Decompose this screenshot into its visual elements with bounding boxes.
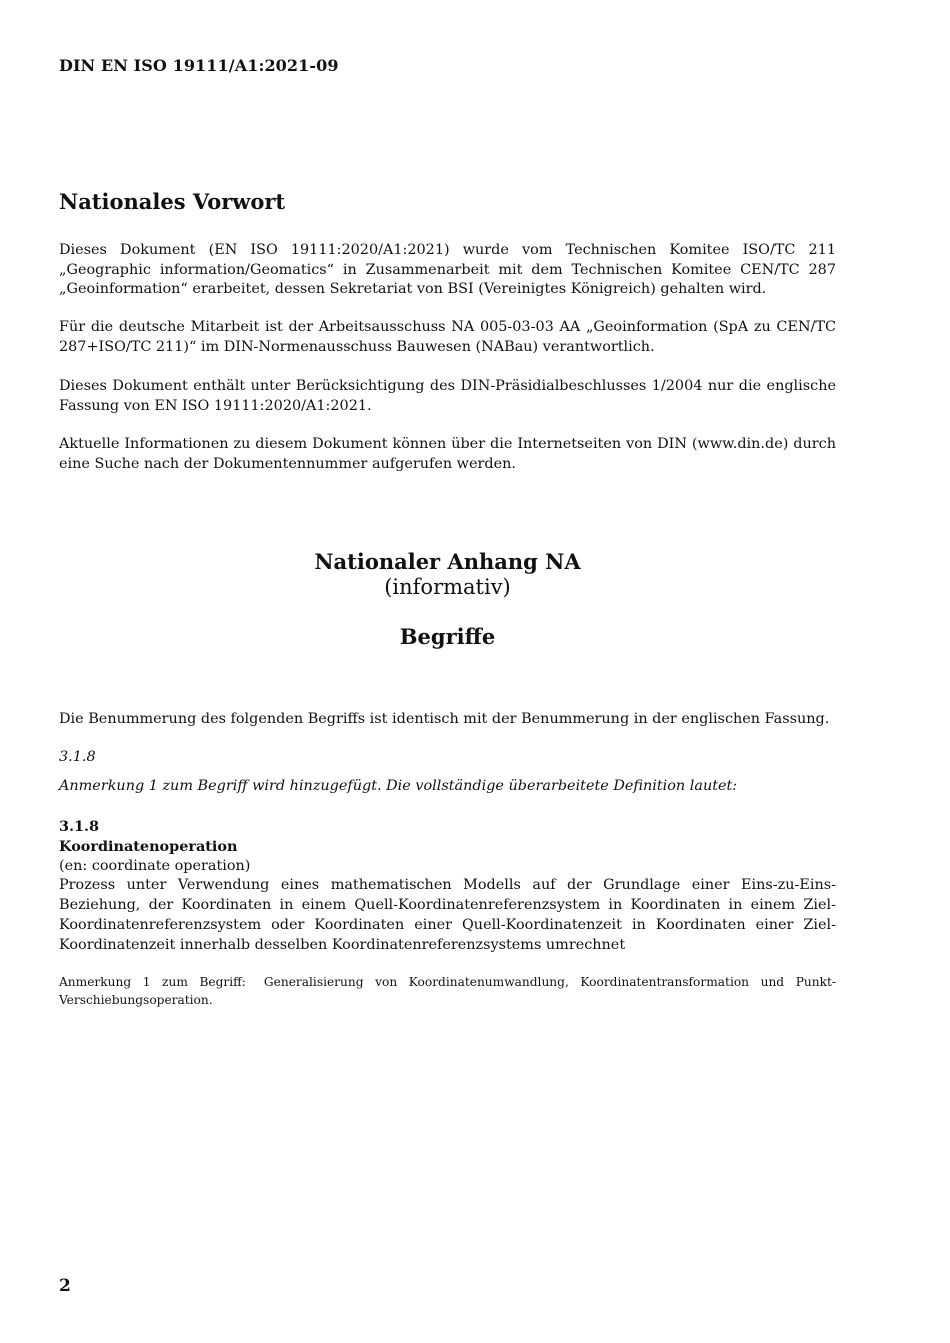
- term-note: [59, 973, 836, 1009]
- foreword-paragraph-1: Dieses Dokument (EN ISO 19111:2020/A1:2021) wurde vom Technischen Komitee ISO/TC 211 „Geographic information/Geomatics“ in Zusammenarbeit mit dem Technischen Komitee CEN/TC 287 „Geoinformation“ erarbeitet, dessen Sekretariat von BSI (Vereinigtes Königreich) gehalten wird.: [59, 242, 836, 297]
- annex-heading: Begriffe: [399, 624, 496, 649]
- term-number: 3.1.8: [59, 818, 100, 835]
- foreword-paragraph-2: Für die deutsche Mitarbeit ist der Arbeitsausschuss NA 005-03-03 AA „Geoinformation (SpA zu CEN/TC 287+ISO/TC 211)“ im DIN-Normenausschuss Bauwesen (NABau) verantwortlich.: [59, 319, 836, 355]
- document-id: DIN EN ISO 19111/A1:2021-09: [59, 56, 339, 75]
- term-definition: Prozess unter Verwendung eines mathematischen Modells auf der Grundlage einer Eins-zu-Eins-Beziehung, der Koordinaten in einem Quell-Koordinatenreferenzsystem in Koordinaten in einem Ziel-Koordinatenreferenzsystem oder Koordinaten einer Quell-Koordinatenzeit in Koordinaten einer Ziel-Koordinatenzeit innerhalb desselben Koordinatenreferenzsystems umrechnet: [59, 877, 836, 953]
- clause-reference: 3.1.8: [59, 749, 96, 765]
- annex-intro: Die Benummerung des folgenden Begriffs ist identisch mit der Benummerung in der englischen Fassung.: [59, 711, 830, 727]
- term-entry: [59, 817, 836, 956]
- clause-note: Anmerkung 1 zum Begriff wird hinzugefügt. Die vollständige überarbeitete Definition lautet:: [59, 778, 738, 794]
- term-english: (en: coordinate operation): [59, 857, 251, 874]
- page-number: 2: [59, 1276, 71, 1296]
- foreword-title: Nationales Vorwort: [59, 189, 286, 214]
- annex-subtitle: (informativ): [384, 575, 511, 599]
- foreword-paragraph-4: Aktuelle Informationen zu diesem Dokument können über die Internetseiten von DIN (www.din.de) durch eine Suche nach der Dokumentennummer aufgerufen werden.: [59, 436, 836, 472]
- term-note-label: Anmerkung 1 zum Begriff:: [59, 975, 246, 989]
- foreword-paragraph-3: Dieses Dokument enthält unter Berücksichtigung des DIN-Präsidialbeschlusses 1/2004 nur die englische Fassung von EN ISO 19111:2020/A1:2021.: [59, 378, 836, 414]
- annex-title: Nationaler Anhang NA: [314, 549, 581, 574]
- term-name: Koordinatenoperation: [59, 837, 238, 855]
- term-note-text: Generalisierung von Koordinatenumwandlung, Koordinatentransformation und Punkt-Verschiebungsoperation.: [59, 975, 836, 1007]
